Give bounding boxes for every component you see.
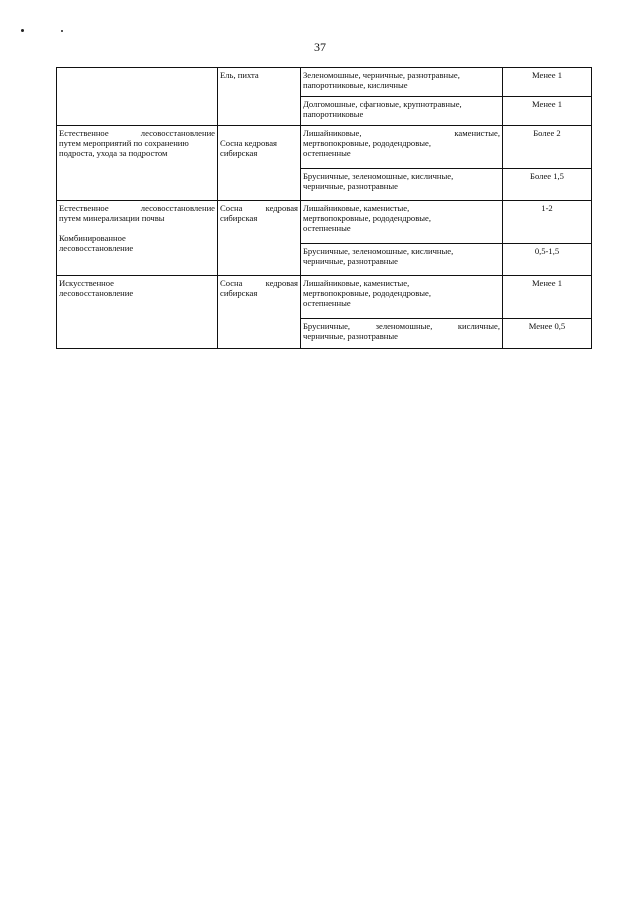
value-cell [503, 201, 592, 244]
method-line: Искусственное [59, 278, 114, 288]
forest-types-line: Долгомошные, сфагновые, крупнотравные, [303, 99, 462, 109]
value-text: Менее 1 [531, 70, 562, 80]
method-cell [57, 126, 218, 201]
forest-types-line: черничные, разнотравные [303, 331, 398, 341]
value-text: Менее 0,5 [528, 321, 566, 331]
value-text: 0,5-1,5 [534, 246, 560, 256]
species-cell [218, 201, 301, 276]
method-line: лесовосстановление [59, 288, 134, 298]
forest-types-cell [301, 97, 503, 126]
forest-types-line: Лишайниковые, каменистые, [303, 203, 410, 213]
forest-types-line: остепненные [303, 298, 351, 308]
value-cell [503, 97, 592, 126]
method-line: лесовосстановление [59, 243, 134, 253]
species-line: Сосна кедровая [220, 138, 277, 148]
forest-types-line: папоротниковые, кисличные [303, 80, 408, 90]
method-cell [57, 68, 218, 126]
method-line: путем минерализации почвы [59, 213, 165, 223]
forest-types-cell [301, 201, 503, 244]
method-line: Комбинированное [59, 233, 126, 243]
value-cell [503, 169, 592, 201]
scan-speck [21, 29, 24, 32]
forest-types-cell [301, 244, 503, 276]
forest-types-line: папоротниковые [303, 109, 364, 119]
value-text: Более 1,5 [530, 171, 564, 181]
table-row [57, 68, 592, 97]
value-cell [503, 244, 592, 276]
forest-types-line: Брусничные, зеленомошные, кисличные, [303, 246, 454, 256]
species-text: Ель, пихта [220, 70, 259, 80]
forest-types-cell [301, 126, 503, 169]
value-cell [503, 276, 592, 319]
method-cell [57, 276, 218, 349]
value-text: Более 2 [533, 128, 561, 138]
forest-types-cell [301, 68, 503, 97]
method-line: подроста, ухода за подростом [59, 148, 168, 158]
table-row [57, 276, 592, 319]
forest-regeneration-table [56, 67, 592, 349]
forest-types-line: мертвопокровные, рододендровые, [303, 138, 432, 148]
method-line: Естественное лесовосстановление [59, 128, 215, 138]
method-line: Естественное лесовосстановление [59, 203, 215, 213]
method-line: путем мероприятий по сохранению [59, 138, 189, 148]
forest-types-line: мертвопокровные, рододендровые, [303, 213, 432, 223]
species-cell [218, 276, 301, 349]
spacer [59, 223, 215, 233]
forest-types-line: черничные, разнотравные [303, 181, 398, 191]
forest-types-cell [301, 276, 503, 319]
forest-types-cell [301, 169, 503, 201]
forest-types-line: Брусничные, зеленомошные, кисличные, [303, 321, 500, 331]
forest-types-line: Лишайниковые, каменистые, [303, 278, 410, 288]
value-cell [503, 319, 592, 349]
page-number: 37 [314, 40, 326, 54]
method-cell [57, 201, 218, 276]
forest-types-line: мертвопокровные, рододендровые, [303, 288, 432, 298]
forest-types-line: остепненные [303, 148, 351, 158]
species-line: сибирская [220, 148, 258, 158]
forest-types-line: остепненные [303, 223, 351, 233]
species-line: сибирская [220, 288, 258, 298]
species-cell [218, 126, 301, 201]
forest-types-line: черничные, разнотравные [303, 256, 398, 266]
species-line: Сосна кедровая [220, 203, 298, 213]
forest-types-line: Брусничные, зеленомошные, кисличные, [303, 171, 454, 181]
table-row [57, 201, 592, 244]
value-cell [503, 68, 592, 97]
value-text: 1-2 [541, 203, 553, 213]
value-cell [503, 126, 592, 169]
scan-speck [61, 30, 63, 32]
value-text: Менее 1 [531, 278, 562, 288]
forest-types-cell [301, 319, 503, 349]
forest-types-line: Лишайниковые, каменистые, [303, 128, 500, 138]
species-line: Сосна кедровая [220, 278, 298, 288]
species-cell [218, 68, 301, 126]
forest-types-line: Зеленомошные, черничные, разнотравные, [303, 70, 460, 80]
value-text: Менее 1 [531, 99, 562, 109]
species-line: сибирская [220, 213, 258, 223]
table-row [57, 126, 592, 169]
